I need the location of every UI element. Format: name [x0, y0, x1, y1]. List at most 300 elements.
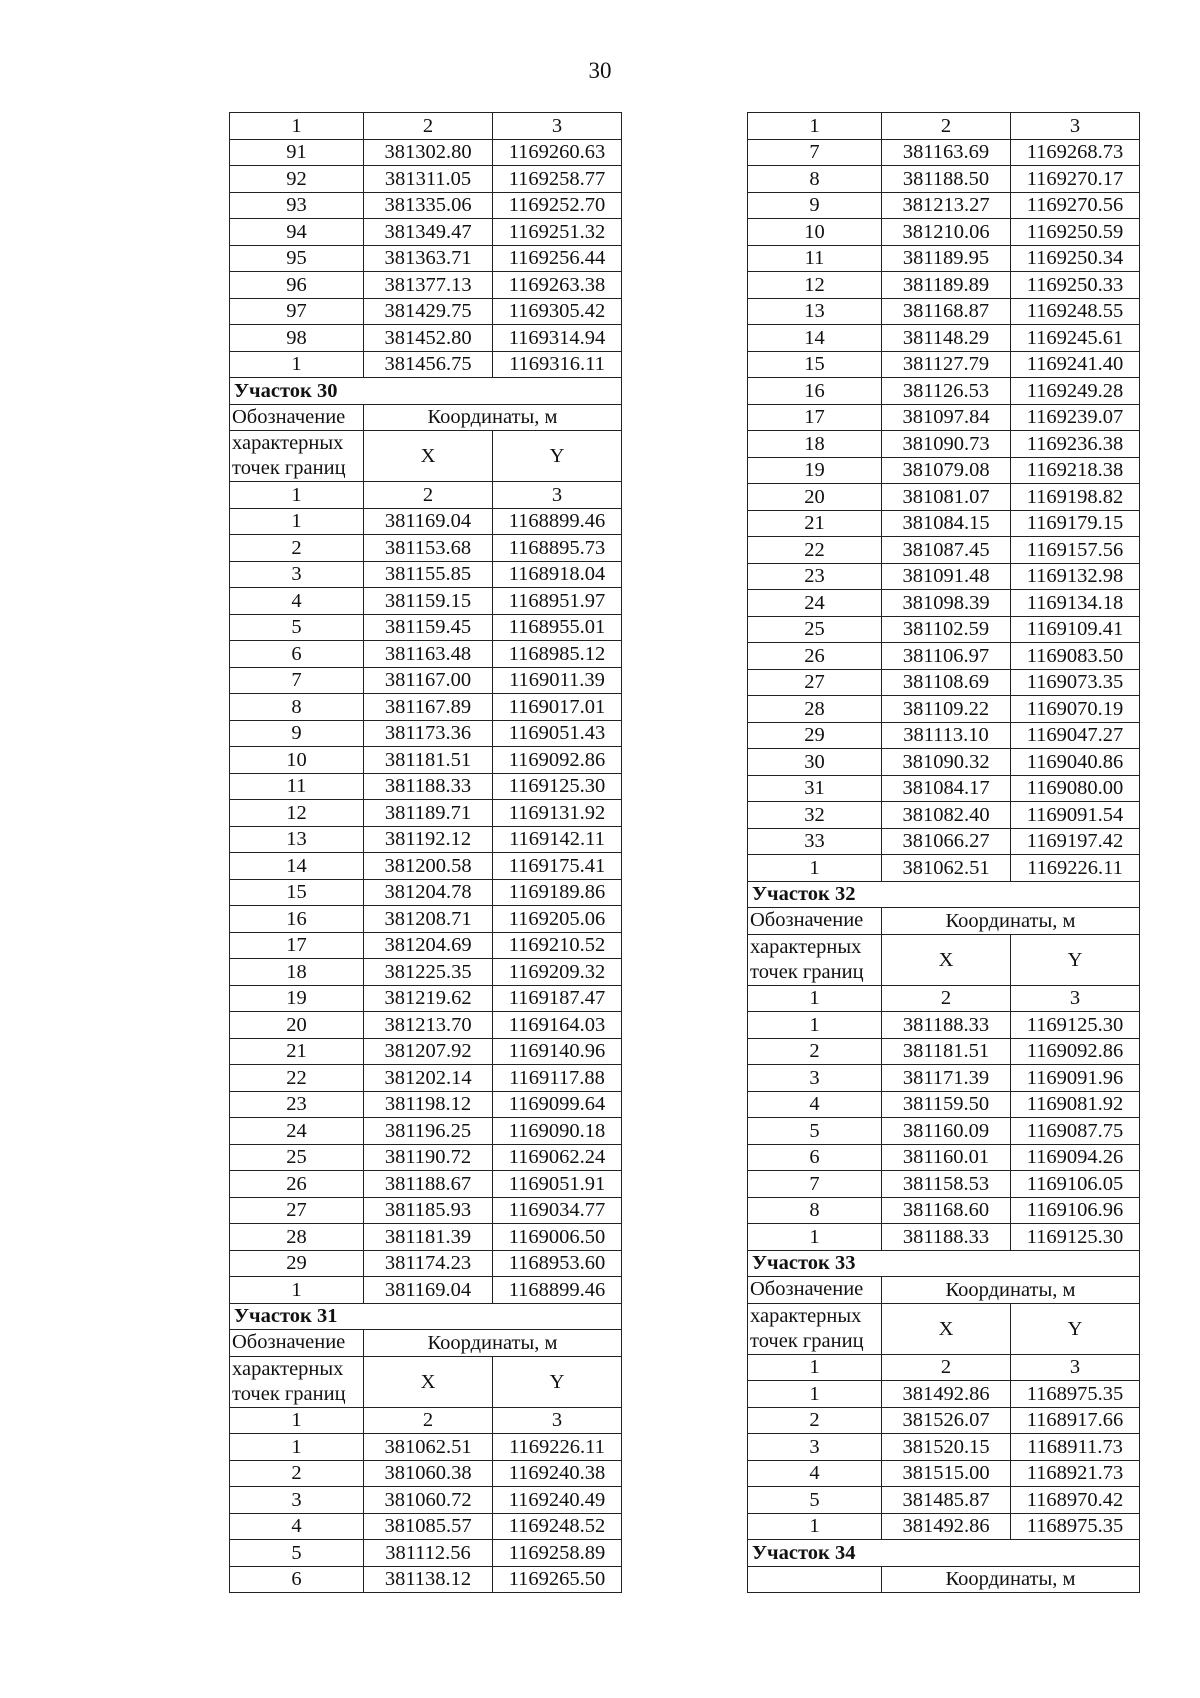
point-number: 4: [748, 1460, 882, 1487]
table-row: [230, 985, 622, 1012]
table-row: [230, 1091, 622, 1118]
y-coordinate: 1169047.27: [1011, 722, 1140, 749]
y-coordinate: 1169250.33: [1011, 272, 1140, 299]
point-number: 95: [230, 245, 364, 272]
point-number: 93: [230, 192, 364, 219]
column-number: 1: [230, 1407, 364, 1434]
point-number: 3: [230, 561, 364, 588]
column-number: 2: [364, 1407, 493, 1434]
table-row: [230, 1065, 622, 1092]
y-coordinate: 1168975.35: [1011, 1513, 1140, 1540]
y-coordinate: 1168970.42: [1011, 1487, 1140, 1514]
column-number: 1: [230, 113, 364, 140]
x-coordinate: 381189.95: [882, 245, 1011, 272]
point-number: 17: [230, 932, 364, 959]
x-coordinate: 381090.32: [882, 749, 1011, 776]
point-number: 10: [748, 219, 882, 246]
table-row: [230, 139, 622, 166]
table-row: [230, 166, 622, 193]
point-number: 26: [230, 1171, 364, 1198]
boundary-points-label: точек границ: [750, 960, 864, 983]
column-number: 3: [493, 113, 622, 140]
x-coordinate: 381520.15: [882, 1434, 1011, 1461]
x-coordinate: 381168.87: [882, 298, 1011, 325]
point-number: 2: [230, 1460, 364, 1487]
point-number: 4: [230, 588, 364, 615]
column-number: 1: [230, 482, 364, 509]
x-coordinate: 381138.12: [364, 1566, 493, 1593]
y-coordinate: 1169240.49: [493, 1487, 622, 1514]
y-coordinate: 1168975.35: [1011, 1381, 1140, 1408]
x-coordinate: 381335.06: [364, 192, 493, 219]
section-title-row: [748, 1250, 1140, 1277]
section-title: Участок 34: [748, 1540, 1140, 1567]
x-coordinate: 381207.92: [364, 1038, 493, 1065]
x-coordinate: 381160.09: [882, 1118, 1011, 1145]
page-number: 30: [588, 58, 612, 83]
y-coordinate: 1168985.12: [493, 641, 622, 668]
point-number: 10: [230, 747, 364, 774]
table-row: [748, 1038, 1140, 1065]
table-row: [230, 1277, 622, 1304]
point-number: 24: [230, 1118, 364, 1145]
point-number: 6: [230, 1566, 364, 1593]
point-number: 15: [748, 351, 882, 378]
column-number-row: [230, 482, 622, 509]
table-row: [230, 535, 622, 562]
table-row: [230, 561, 622, 588]
table-row: [230, 667, 622, 694]
coordinates-label: Координаты, м: [882, 908, 1140, 935]
y-coordinate: 1168899.46: [493, 508, 622, 535]
table-row: [748, 272, 1140, 299]
x-coordinate: 381167.89: [364, 694, 493, 721]
y-coordinate: 1169245.61: [1011, 325, 1140, 352]
table-row: [748, 404, 1140, 431]
x-coordinate: 381060.72: [364, 1487, 493, 1514]
table-row: [748, 563, 1140, 590]
table-row: [748, 378, 1140, 405]
x-coordinate: 381060.38: [364, 1460, 493, 1487]
y-coordinate: 1168918.04: [493, 561, 622, 588]
y-coordinate: 1169062.24: [493, 1144, 622, 1171]
point-number: 4: [748, 1091, 882, 1118]
table-row: [230, 1144, 622, 1171]
x-coordinate: 381082.40: [882, 802, 1011, 829]
point-number: 1: [748, 1012, 882, 1039]
point-number: 2: [748, 1038, 882, 1065]
y-coordinate: 1169134.18: [1011, 590, 1140, 617]
x-coordinate: 381200.58: [364, 853, 493, 880]
y-coordinate: 1169258.77: [493, 166, 622, 193]
table-row: [230, 826, 622, 853]
y-coordinate: 1169198.82: [1011, 484, 1140, 511]
table-row: [748, 1197, 1140, 1224]
y-coordinate: 1169125.30: [493, 773, 622, 800]
point-number: 6: [748, 1144, 882, 1171]
table-row: [748, 749, 1140, 776]
coordinates-table-left: [229, 112, 622, 1593]
characteristic-label: характерных: [232, 432, 344, 454]
x-coordinate: 381108.69: [882, 669, 1011, 696]
column-number: 3: [1011, 985, 1140, 1012]
y-coordinate: 1168955.01: [493, 614, 622, 641]
column-number: 3: [1011, 1354, 1140, 1381]
coordinates-label: Координаты, м: [882, 1277, 1140, 1304]
table-row: [748, 1118, 1140, 1145]
y-coordinate: 1169081.92: [1011, 1091, 1140, 1118]
y-coordinate: 1169034.77: [493, 1197, 622, 1224]
x-header: X: [364, 1356, 493, 1407]
point-number: 22: [748, 537, 882, 564]
x-coordinate: 381084.17: [882, 775, 1011, 802]
y-coordinate: 1169011.39: [493, 667, 622, 694]
column-number: 3: [1011, 113, 1140, 140]
y-coordinate: 1169236.38: [1011, 431, 1140, 458]
table-row: [748, 669, 1140, 696]
table-row: [230, 245, 622, 272]
section-title-row: [748, 1540, 1140, 1567]
table-row: [748, 1065, 1140, 1092]
table-row: [230, 1012, 622, 1039]
y-coordinate: 1169125.30: [1011, 1224, 1140, 1251]
points-label: [748, 934, 882, 985]
point-number: 3: [230, 1487, 364, 1514]
designation-label: Обозначение: [230, 1330, 364, 1357]
point-number: 1: [230, 508, 364, 535]
points-label: [230, 431, 364, 482]
table-row: [230, 1540, 622, 1567]
table-row: [748, 510, 1140, 537]
table-row: [748, 828, 1140, 855]
x-coordinate: 381159.15: [364, 588, 493, 615]
table-row: [230, 906, 622, 933]
point-number: 1: [230, 1434, 364, 1461]
y-coordinate: 1169239.07: [1011, 404, 1140, 431]
x-coordinate: 381456.75: [364, 351, 493, 378]
point-number: 27: [748, 669, 882, 696]
table-row: [230, 1513, 622, 1540]
y-coordinate: 1169270.56: [1011, 192, 1140, 219]
y-coordinate: 1169209.32: [493, 959, 622, 986]
header-row: [748, 1303, 1140, 1354]
point-number: 8: [748, 166, 882, 193]
point-number: 31: [748, 775, 882, 802]
column-number: 2: [882, 113, 1011, 140]
y-coordinate: 1169164.03: [493, 1012, 622, 1039]
y-coordinate: 1169252.70: [493, 192, 622, 219]
y-coordinate: 1168921.73: [1011, 1460, 1140, 1487]
table-row: [748, 245, 1140, 272]
x-coordinate: 381429.75: [364, 298, 493, 325]
table-row: [230, 1197, 622, 1224]
point-number: 26: [748, 643, 882, 670]
x-coordinate: 381168.60: [882, 1197, 1011, 1224]
table-row: [230, 1434, 622, 1461]
table-row: [230, 1171, 622, 1198]
y-coordinate: 1169210.52: [493, 932, 622, 959]
column-number-row: [748, 985, 1140, 1012]
table-row: [748, 1460, 1140, 1487]
y-coordinate: 1169132.98: [1011, 563, 1140, 590]
y-coordinate: 1169109.41: [1011, 616, 1140, 643]
point-number: 27: [230, 1197, 364, 1224]
x-coordinate: 381097.84: [882, 404, 1011, 431]
table-row: [230, 1038, 622, 1065]
table-row: [748, 431, 1140, 458]
point-number: 6: [230, 641, 364, 668]
x-coordinate: 381159.50: [882, 1091, 1011, 1118]
x-coordinate: 381202.14: [364, 1065, 493, 1092]
x-coordinate: 381167.00: [364, 667, 493, 694]
table-row: [230, 747, 622, 774]
header-row: [748, 1277, 1140, 1304]
point-number: 25: [230, 1144, 364, 1171]
x-coordinate: 381492.86: [882, 1381, 1011, 1408]
header-row: [230, 1356, 622, 1407]
table-row: [748, 722, 1140, 749]
table-row: [230, 1118, 622, 1145]
boundary-points-label: точек границ: [232, 1382, 346, 1405]
x-coordinate: 381377.13: [364, 272, 493, 299]
x-coordinate: 381174.23: [364, 1250, 493, 1277]
point-number: 16: [230, 906, 364, 933]
y-coordinate: 1169051.91: [493, 1171, 622, 1198]
point-number: 8: [230, 694, 364, 721]
y-coordinate: 1169117.88: [493, 1065, 622, 1092]
x-coordinate: 381155.85: [364, 561, 493, 588]
x-coordinate: 381363.71: [364, 245, 493, 272]
x-coordinate: 381113.10: [882, 722, 1011, 749]
point-number: 33: [748, 828, 882, 855]
point-number: 12: [748, 272, 882, 299]
x-coordinate: 381192.12: [364, 826, 493, 853]
x-coordinate: 381198.12: [364, 1091, 493, 1118]
point-number: 11: [748, 245, 882, 272]
point-number: 97: [230, 298, 364, 325]
boundary-points-label: точек границ: [232, 457, 346, 479]
y-coordinate: 1169125.30: [1011, 1012, 1140, 1039]
point-number: 23: [230, 1091, 364, 1118]
header-row: [230, 1330, 622, 1357]
x-coordinate: 381219.62: [364, 985, 493, 1012]
y-coordinate: 1169256.44: [493, 245, 622, 272]
y-coordinate: 1169226.11: [493, 1434, 622, 1461]
column-number-row: [748, 1354, 1140, 1381]
y-header: Y: [493, 1356, 622, 1407]
table-row: [748, 616, 1140, 643]
point-number: 3: [748, 1434, 882, 1461]
x-coordinate: 381302.80: [364, 139, 493, 166]
x-coordinate: 381181.51: [364, 747, 493, 774]
table-row: [230, 1566, 622, 1593]
y-header: Y: [1011, 1303, 1140, 1354]
boundary-points-label: точек границ: [750, 1329, 864, 1352]
column-number-row: [230, 1407, 622, 1434]
point-number: 5: [230, 1540, 364, 1567]
point-number: 4: [230, 1513, 364, 1540]
table-row: [230, 351, 622, 378]
x-coordinate: 381225.35: [364, 959, 493, 986]
x-coordinate: 381090.73: [882, 431, 1011, 458]
table-row: [748, 1224, 1140, 1251]
table-row: [748, 696, 1140, 723]
y-coordinate: 1169006.50: [493, 1224, 622, 1251]
x-coordinate: 381085.57: [364, 1513, 493, 1540]
table-row: [748, 802, 1140, 829]
y-coordinate: 1169179.15: [1011, 510, 1140, 537]
point-number: 22: [230, 1065, 364, 1092]
y-coordinate: 1169040.86: [1011, 749, 1140, 776]
section-title-row: [230, 1303, 622, 1330]
y-coordinate: 1169051.43: [493, 720, 622, 747]
point-number: 1: [748, 1513, 882, 1540]
x-coordinate: 381163.48: [364, 641, 493, 668]
point-number: 14: [748, 325, 882, 352]
x-coordinate: 381091.48: [882, 563, 1011, 590]
table-row: [230, 641, 622, 668]
point-number: 5: [748, 1118, 882, 1145]
point-number: 18: [230, 959, 364, 986]
table-row: [230, 1460, 622, 1487]
table-row: [748, 139, 1140, 166]
y-coordinate: 1169187.47: [493, 985, 622, 1012]
table-row: [748, 166, 1140, 193]
table-row: [748, 298, 1140, 325]
point-number: 8: [748, 1197, 882, 1224]
point-number: 30: [748, 749, 882, 776]
table-row: [748, 484, 1140, 511]
y-coordinate: 1169249.28: [1011, 378, 1140, 405]
table-row: [230, 508, 622, 535]
y-coordinate: 1169258.89: [493, 1540, 622, 1567]
table-row: [748, 1144, 1140, 1171]
y-coordinate: 1168917.66: [1011, 1407, 1140, 1434]
table-row: [230, 959, 622, 986]
section-title: Участок 32: [748, 881, 1140, 908]
x-coordinate: 381109.22: [882, 696, 1011, 723]
x-coordinate: 381452.80: [364, 325, 493, 352]
column-number: 2: [364, 113, 493, 140]
table-row: [748, 775, 1140, 802]
y-coordinate: 1169265.50: [493, 1566, 622, 1593]
column-number: 1: [748, 113, 882, 140]
point-number: 13: [230, 826, 364, 853]
y-coordinate: 1169017.01: [493, 694, 622, 721]
x-coordinate: 381148.29: [882, 325, 1011, 352]
points-label: [230, 1356, 364, 1407]
table-row: [748, 855, 1140, 882]
point-number: 3: [748, 1065, 882, 1092]
section-title-row: [230, 378, 622, 405]
point-number: 1: [748, 1381, 882, 1408]
column-number: 2: [364, 482, 493, 509]
x-coordinate: 381169.04: [364, 508, 493, 535]
characteristic-label: характерных: [750, 1304, 862, 1327]
column-number-row: [230, 113, 622, 140]
table-row: [230, 588, 622, 615]
table-row: [748, 192, 1140, 219]
characteristic-label: характерных: [750, 935, 862, 958]
y-coordinate: 1169080.00: [1011, 775, 1140, 802]
y-coordinate: 1169073.35: [1011, 669, 1140, 696]
y-coordinate: 1168899.46: [493, 1277, 622, 1304]
y-coordinate: 1168911.73: [1011, 1434, 1140, 1461]
point-number: 9: [748, 192, 882, 219]
table-row: [748, 1381, 1140, 1408]
x-coordinate: 381311.05: [364, 166, 493, 193]
x-coordinate: 381126.53: [882, 378, 1011, 405]
table-row: [748, 325, 1140, 352]
point-number: 20: [748, 484, 882, 511]
y-coordinate: 1169175.41: [493, 853, 622, 880]
section-title: Участок 33: [748, 1250, 1140, 1277]
table-row: [748, 1513, 1140, 1540]
x-coordinate: 381485.87: [882, 1487, 1011, 1514]
table-row: [230, 272, 622, 299]
x-coordinate: 381079.08: [882, 457, 1011, 484]
x-coordinate: 381204.69: [364, 932, 493, 959]
table-row: [230, 694, 622, 721]
x-coordinate: 381087.45: [882, 537, 1011, 564]
table-row: [748, 1487, 1140, 1514]
point-number: 18: [748, 431, 882, 458]
y-coordinate: 1169106.05: [1011, 1171, 1140, 1198]
table-row: [230, 219, 622, 246]
point-number: 9: [230, 720, 364, 747]
x-coordinate: 381210.06: [882, 219, 1011, 246]
column-number: 1: [748, 985, 882, 1012]
point-number: 7: [748, 139, 882, 166]
table-row: [748, 590, 1140, 617]
x-coordinate: 381159.45: [364, 614, 493, 641]
x-coordinate: 381153.68: [364, 535, 493, 562]
empty-cell: [748, 1566, 882, 1593]
point-number: 23: [748, 563, 882, 590]
x-coordinate: 381084.15: [882, 510, 1011, 537]
y-coordinate: 1169091.96: [1011, 1065, 1140, 1092]
x-coordinate: 381181.39: [364, 1224, 493, 1251]
x-coordinate: 381188.33: [364, 773, 493, 800]
point-number: 92: [230, 166, 364, 193]
y-coordinate: 1169142.11: [493, 826, 622, 853]
x-coordinate: 381173.36: [364, 720, 493, 747]
x-coordinate: 381098.39: [882, 590, 1011, 617]
header-row: [230, 404, 622, 431]
y-coordinate: 1169157.56: [1011, 537, 1140, 564]
point-number: 1: [230, 351, 364, 378]
x-coordinate: 381492.86: [882, 1513, 1011, 1540]
point-number: 25: [748, 616, 882, 643]
point-number: 21: [748, 510, 882, 537]
table-row: [230, 853, 622, 880]
table-row: [230, 1250, 622, 1277]
table-row: [748, 643, 1140, 670]
header-row: [748, 934, 1140, 985]
table-row: [230, 325, 622, 352]
point-number: 17: [748, 404, 882, 431]
y-coordinate: 1169248.55: [1011, 298, 1140, 325]
x-coordinate: 381181.51: [882, 1038, 1011, 1065]
coordinates-label: Координаты, м: [882, 1566, 1140, 1593]
y-coordinate: 1169226.11: [1011, 855, 1140, 882]
table-row: [748, 1091, 1140, 1118]
points-label: [748, 1303, 882, 1354]
designation-label: Обозначение: [748, 1277, 882, 1304]
x-coordinate: 381106.97: [882, 643, 1011, 670]
table-row: [748, 1434, 1140, 1461]
y-coordinate: 1169070.19: [1011, 696, 1140, 723]
